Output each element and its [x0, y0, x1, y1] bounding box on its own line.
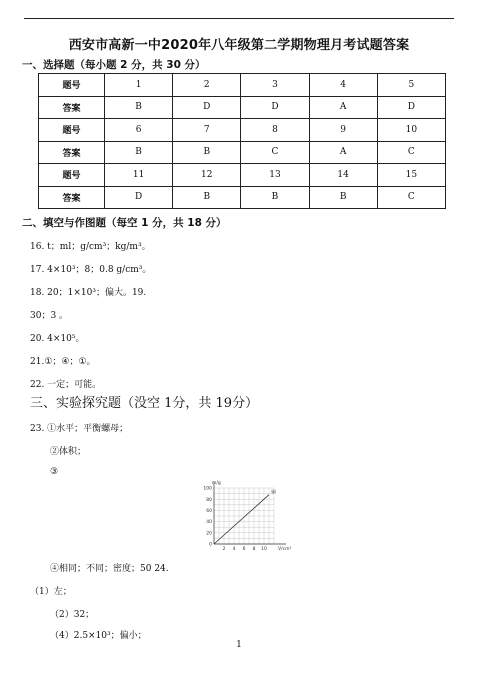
section2-heading: 二、填空与作图题（每空 1 分，共 18 分）: [22, 217, 227, 229]
answer-line-24-1: （1）左；: [30, 587, 72, 597]
question-number-cell: 1: [105, 74, 173, 97]
question-number-cell: 8: [241, 119, 309, 142]
answer-row: [39, 96, 446, 119]
question-number-row: [39, 74, 446, 97]
answer-table: [38, 73, 446, 209]
row-label-number: 题号: [39, 119, 105, 142]
question-number-cell: 3: [241, 74, 309, 97]
answer-cell: B: [173, 141, 241, 164]
answer-line-21: 21.①；④；①。: [30, 357, 96, 367]
y-tick-label: 100: [203, 486, 212, 492]
x-tick-label: 6: [242, 547, 246, 552]
header-rule: [24, 18, 454, 19]
question-number-cell: 5: [377, 74, 445, 97]
question-number-row: [39, 119, 446, 142]
x-tick-label: 10: [261, 547, 267, 552]
question-number-cell: 4: [309, 74, 377, 97]
question-number-cell: 6: [105, 119, 173, 142]
section1-heading: 一、选择题（每小题 2 分，共 30 分）: [22, 59, 206, 71]
answer-cell: A: [309, 96, 377, 119]
question-number-cell: 12: [173, 164, 241, 187]
answer-cell: C: [241, 141, 309, 164]
page-title: 西安市高新一中2020年八年级第二学期物理月考试题答案: [68, 38, 410, 53]
answer-line-17: 17. 4×10³；8；0.8 g/cm³。: [30, 265, 152, 275]
answer-cell: D: [377, 96, 445, 119]
row-label-answer: 答案: [39, 186, 105, 209]
answer-cell: B: [105, 141, 173, 164]
answer-line-23-4: ④相同；不同；密度；50 24.: [50, 564, 169, 574]
y-tick-label: 20: [206, 531, 212, 537]
series-line: [214, 495, 269, 544]
section3-heading: 三、实验探究题（没空 1分，共 19分）: [30, 396, 259, 411]
y-tick-label: 0: [209, 542, 212, 548]
answer-row: [39, 141, 446, 164]
y-tick-label: 60: [206, 509, 212, 514]
answer-line-16: 16. t；ml；g/cm³；kg/m³。: [30, 242, 151, 252]
question-number-cell: 9: [309, 119, 377, 142]
row-label-number: 题号: [39, 164, 105, 187]
row-label-number: 题号: [39, 74, 105, 97]
answer-line-18: 18. 20；1×10³；偏大。19.: [30, 288, 147, 298]
row-label-answer: 答案: [39, 96, 105, 119]
page-number: 1: [236, 640, 242, 650]
answer-cell: B: [173, 186, 241, 209]
answer-cell: A: [309, 141, 377, 164]
y-tick-label: 80: [206, 497, 212, 503]
answer-line-24-4: （4）2.5×10³；偏小；: [50, 631, 147, 641]
answer-cell: B: [309, 186, 377, 209]
answer-line-23: 23. ①水平；平衡螺母；: [30, 424, 129, 434]
answer-cell: D: [241, 96, 309, 119]
answer-cell: C: [377, 186, 445, 209]
question-number-cell: 10: [377, 119, 445, 142]
mass-volume-graph: [198, 478, 310, 554]
answer-cell: D: [105, 186, 173, 209]
question-number-cell: 2: [173, 74, 241, 97]
series-label: 铜: [271, 490, 276, 496]
y-axis-label: m/g: [212, 481, 221, 486]
answer-line-22: 22. 一定；可能。: [30, 380, 102, 390]
answer-cell: B: [241, 186, 309, 209]
answer-line-23-3: ③: [50, 467, 59, 477]
question-number-cell: 11: [105, 164, 173, 187]
question-number-cell: 7: [173, 119, 241, 142]
x-tick-label: 2: [222, 547, 226, 552]
x-tick-label: 4: [232, 547, 236, 552]
question-number-cell: 14: [309, 164, 377, 187]
answer-line-20: 20. 4×10⁵。: [30, 334, 85, 344]
answer-cell: D: [173, 96, 241, 119]
answer-line-23-2: ②体积；: [50, 447, 87, 457]
x-axis-label: V/cm³: [278, 547, 292, 552]
x-tick-label: 8: [252, 547, 256, 552]
question-number-cell: 15: [377, 164, 445, 187]
question-number-row: [39, 164, 446, 187]
row-label-answer: 答案: [39, 141, 105, 164]
answer-cell: C: [377, 141, 445, 164]
answer-row: [39, 186, 446, 209]
answer-line-24-2: （2）32；: [50, 610, 95, 620]
answer-line-19: 30；3 。: [30, 311, 69, 321]
y-tick-label: 40: [206, 520, 212, 526]
answer-cell: B: [105, 96, 173, 119]
question-number-cell: 13: [241, 164, 309, 187]
